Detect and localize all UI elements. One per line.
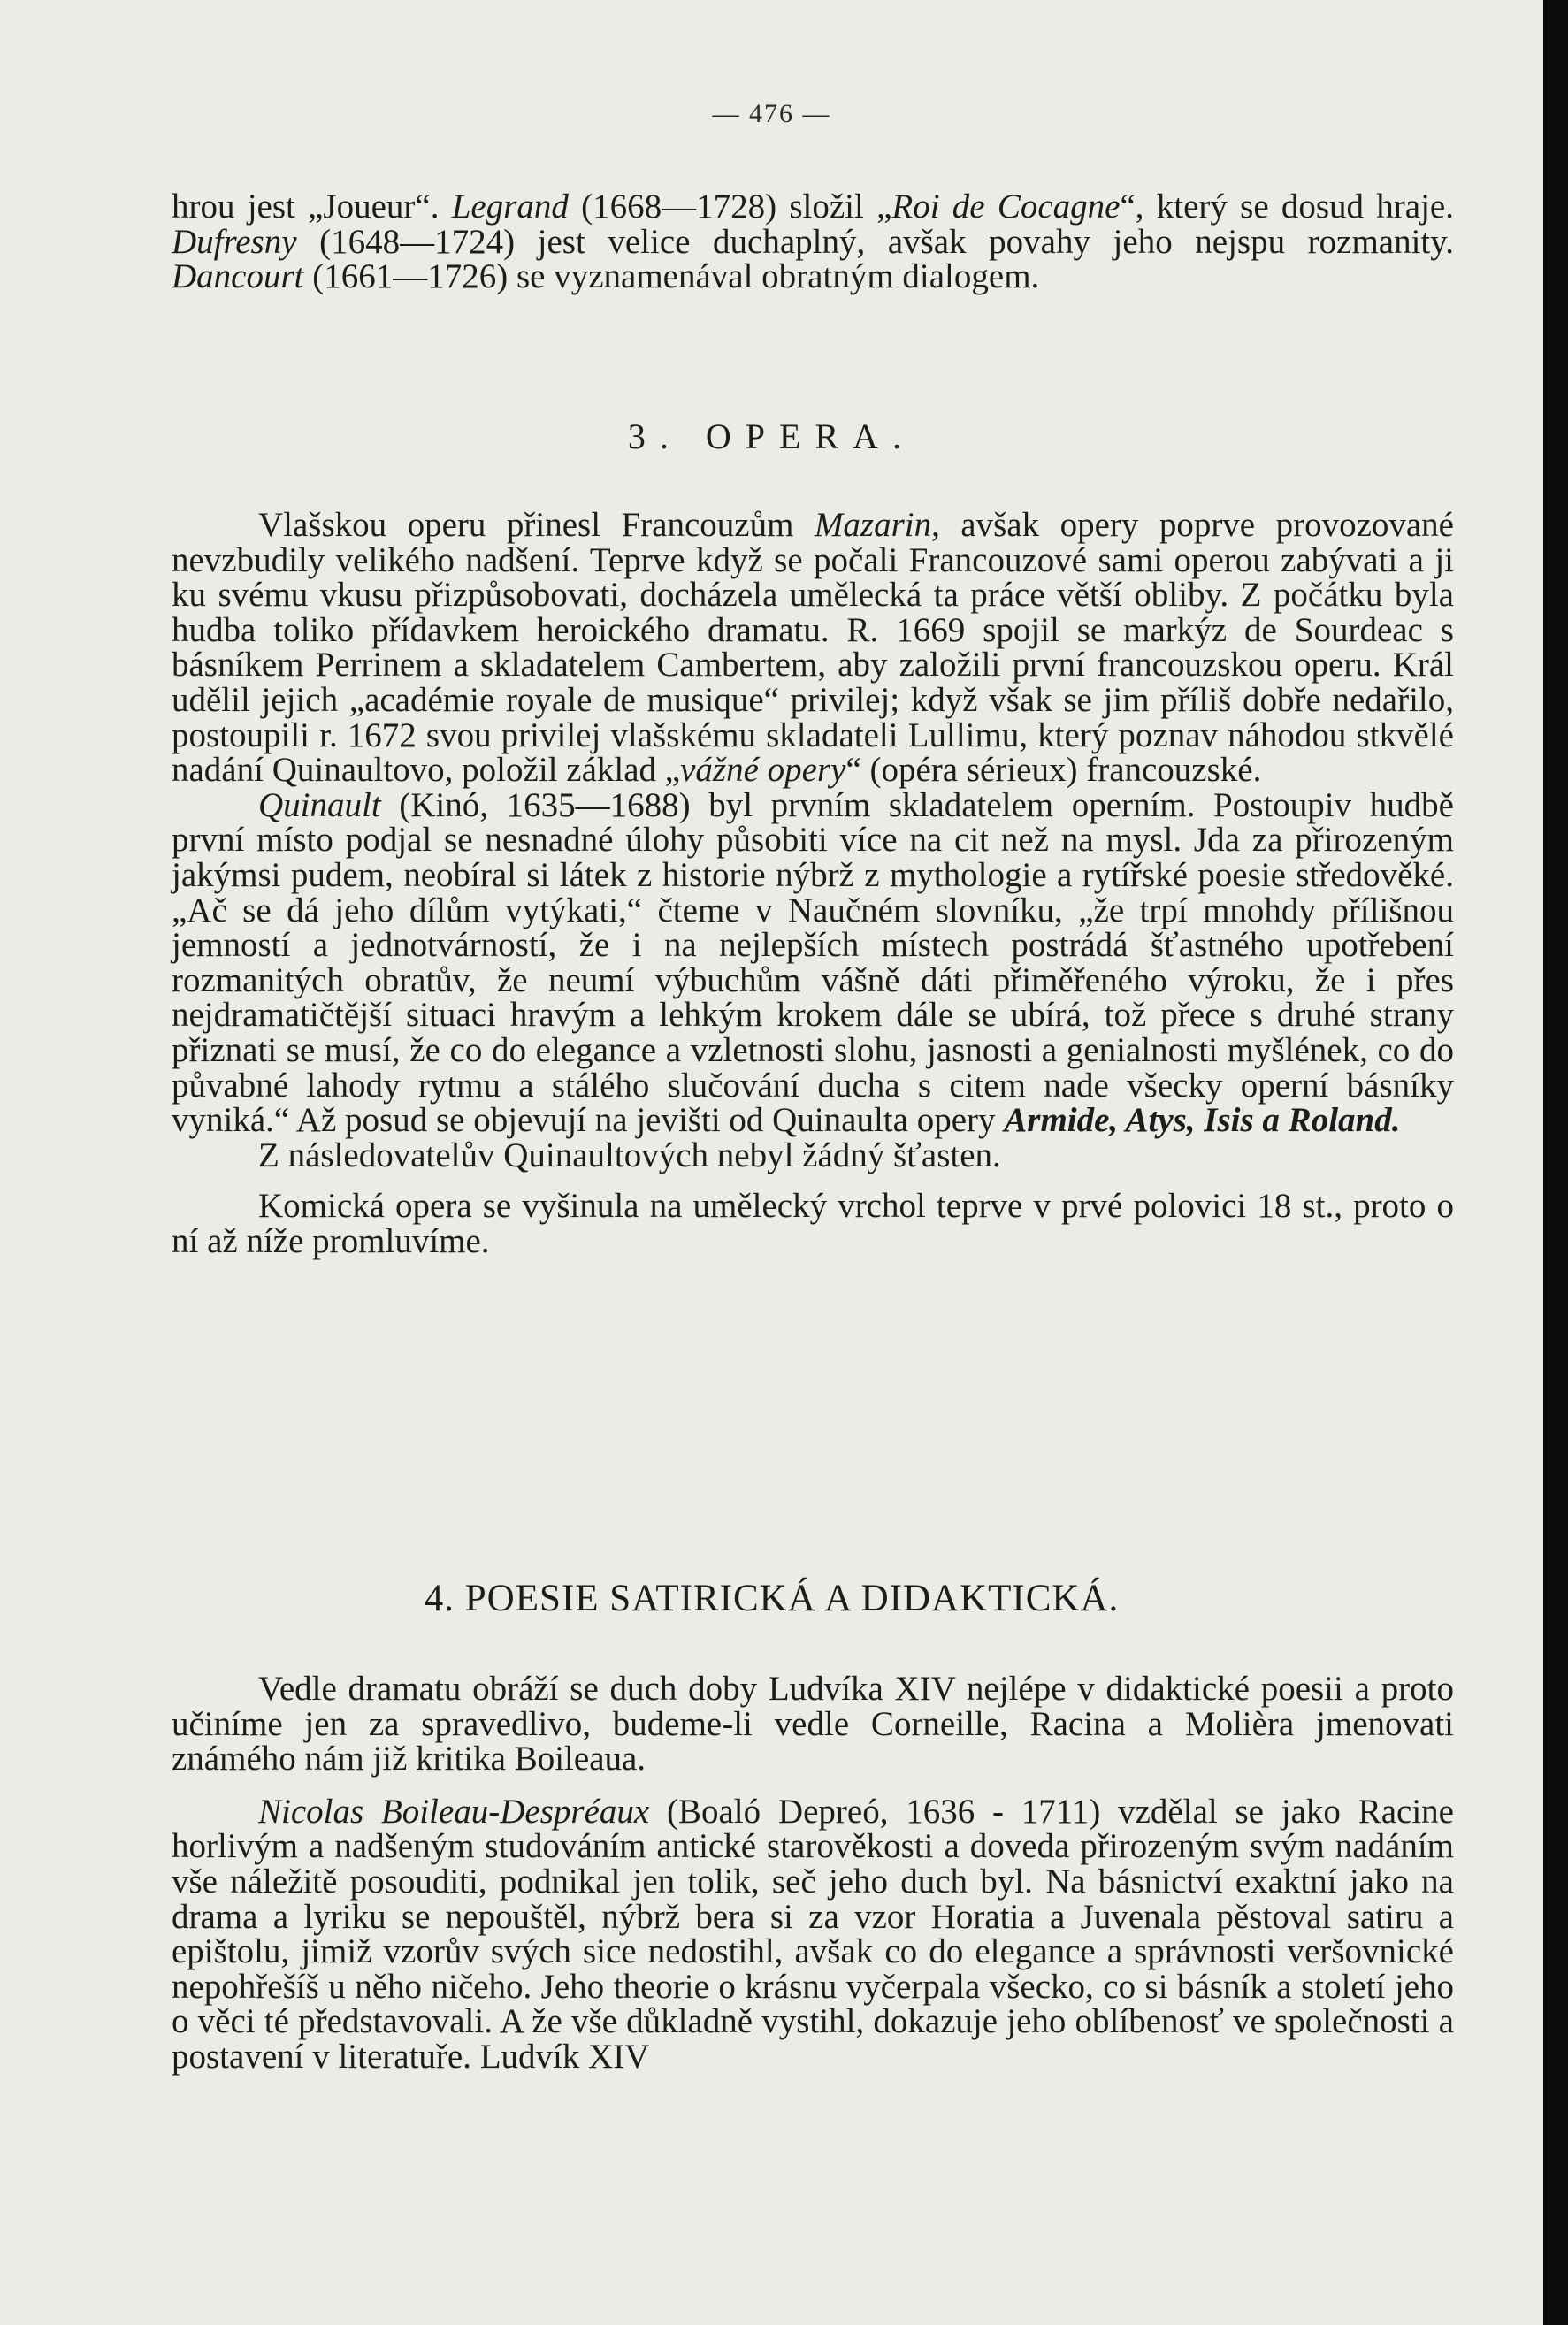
opera-paragraph-3: Z následovatelův Quinaultových nebyl žádný šťasten.: [258, 1136, 1001, 1174]
author-name: Quinault: [258, 785, 381, 824]
scan-edge: [1543, 0, 1568, 2325]
satire-text-block: [172, 1671, 1454, 2075]
opera-text-block: [172, 508, 1454, 1258]
work-title: Roi de Cocagne: [891, 187, 1121, 226]
person-name: Mazarin: [814, 506, 932, 544]
opera-paragraph-4: Komická opera se vyšinula na umělecký vrchol teprve v prvé polovici 18 st., proto o ní až níže promluvíme.: [172, 1187, 1454, 1260]
page-number: — 476 —: [712, 99, 831, 128]
opera-paragraph-1: Vlašskou operu přinesl Francouzům Mazarin, avšak opery poprve provozované nevzbudily velikého nadšení. Teprve když se počali Francouzové sami operou zabývati a ji ku svému vkusu přizpůsobovati, docházela umělecká ta práce větší obliby. Z počátku byla hudba toliko přídavkem heroického dramatu. R. 1669 spojil se markýz de Sourdeac s básníkem Perrinem a skladatelem Cambertem, aby založili první francouzskou operu. Král udělil jejich „académie royale de musique“ privilej; když však se jim příliš dobře nedařilo, postoupili r. 1672 svou privilej vlašskému skladateli Lullimu, který poznav náhodou stkvělé nadání Quinaultovo, položil základ „vážné opery“ (opéra sérieux) francouzské.: [172, 506, 1454, 790]
author-name: Dufresny: [172, 222, 297, 261]
satire-paragraph-1: Vedle dramatu obráží se duch doby Ludvíka XIV nejlépe v didaktické poesii a proto učiníme jen za spravedlivo, budeme-li vedle Corneille, Racina a Molièra jmenovati známého nám již kritika Boileaua.: [172, 1670, 1454, 1778]
emphasis-term: vážné opery: [680, 751, 846, 790]
satire-paragraph-2: Nicolas Boileau-Despréaux (Boaló Depreó, 1636 - 1711) vzdělal se jako Racine horlivým a nadšeným studováním antické starověkosti a doveda přirozeným svým nadáním vše náležitě posouditi, podnikal jen tolik, seč jeho duch byl. Na básnictví exaktní jako na drama a lyriku se nepouštěl, nýbrž bera si za vzor Horatia a Juvenala pěstoval satiru a epištolu, jimiž vzorův svých sice nedostihl, avšak co do elegance a správnosti veršovnické nepohřešíš u něho ničeho. Jeho theorie o krásnu vyčerpala všecko, co si básník a století jeho o věci té představovali. A že vše důkladně vystihl, dokazuje jeho oblíbenosť ve společnosti a postavení v literatuře. Ludvík XIV: [172, 1792, 1454, 2076]
opera-titles: Armide, Atys, Isis a Roland.: [1004, 1101, 1401, 1140]
opera-paragraph-2: Quinault (Kinó, 1635—1688) byl prvním skladatelem operním. Postoupiv hudbě první místo podjal se nesnadné úlohy působiti více na cit než na mysl. Jda za přirozeným jakýmsi pudem, neobíral si látek z historie nýbrž z mythologie a rytířské poesie středověké. „Ač se dá jeho dílům vytýkati,“ čteme v Naučném slovníku, „že trpí mnohdy přílišnou jemností a jednotvárností, že i na nejlepších místech postrádá šťastného upotřebení rozmanitých obratův, že neumí výbuchům vášně dáti přiměřeného výroku, že i přes nejdramatičtější situaci hravým a lehkým krokem dále se ubírá, tož přece s druhé strany přiznati se musí, že co do elegance a vzletnosti slohu, jasnosti a genialnosti myšlének, co do půvabné lahody rytmu a stálého slučování ducha s citem nade všecky operní básníky vyniká.“ Až posud se objevují na jevišti od Quinaulta opery Armide, Atys, Isis a Roland.: [172, 785, 1454, 1140]
author-name: Legrand: [451, 187, 569, 226]
section-heading-satire: 4. POESIE SATIRICKÁ A DIDAKTICKÁ.: [424, 1578, 1120, 1619]
intro-text-block: [172, 189, 1454, 294]
intro-paragraph: hrou jest „Joueur“. Legrand (1668—1728) složil „Roi de Cocagne“, který se dosud hraje. Dufresny (1648—1724) jest velice duchaplný, avšak povahy jeho nejspu rozmanity. Dancourt (1661—1726) se vyznamenával obratným dialogem.: [172, 187, 1454, 296]
section-heading-opera: 3. OPERA.: [627, 417, 916, 456]
author-name: Nicolas Boileau-Despréaux: [258, 1792, 650, 1831]
author-name: Dancourt: [172, 257, 304, 296]
